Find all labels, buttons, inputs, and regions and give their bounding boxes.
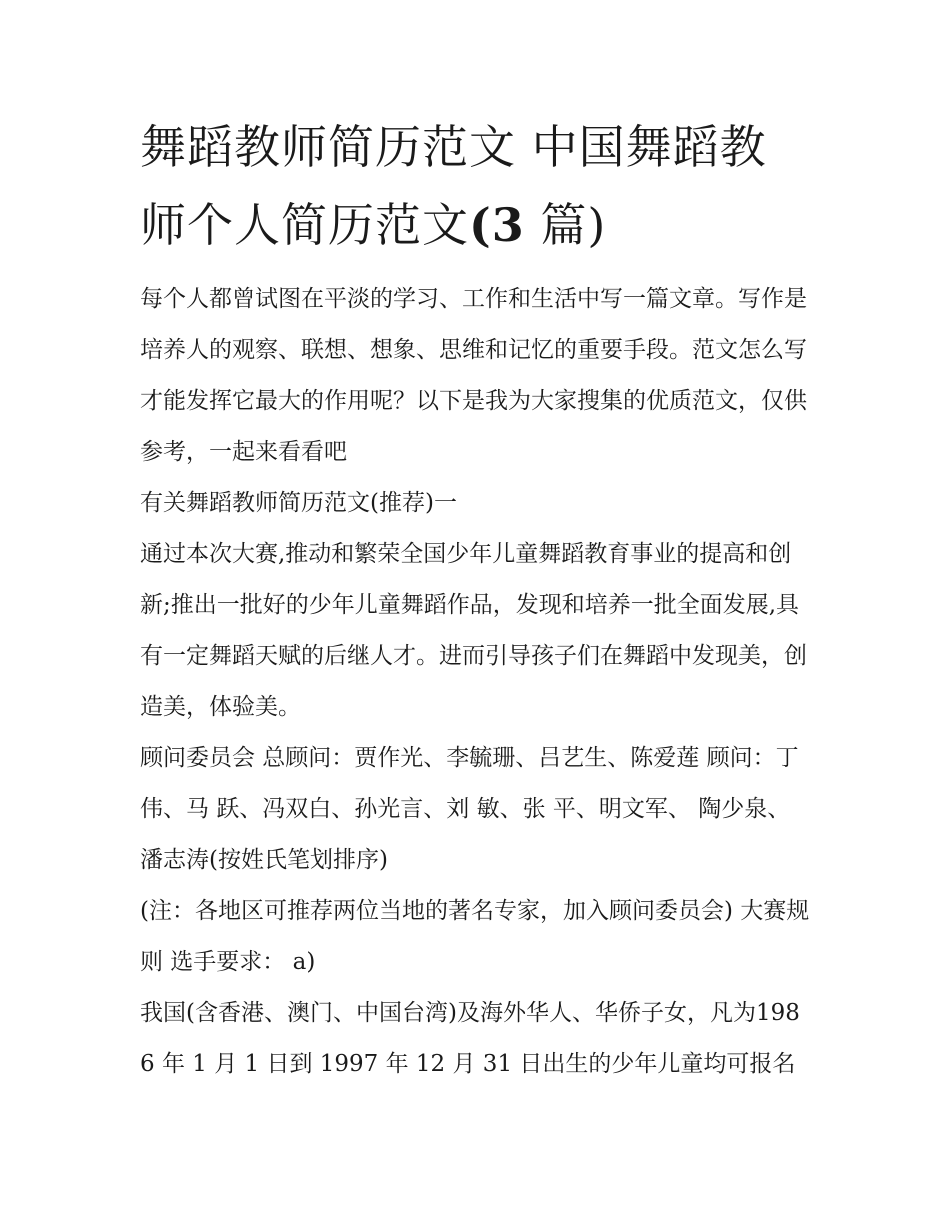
eligibility-paragraph: 我国(含香港、澳门、中国台湾)及海外华人、华侨子女，凡为1986 年 1 月 1 日到 1997 年 12 月 31 日出生的少年儿童均可报名 <box>140 1000 800 1077</box>
title-text: 舞蹈教师简历范文 中国舞蹈教师个人简历范文 <box>140 120 767 252</box>
title-count: (3 <box>469 198 525 252</box>
section-heading: 有关舞蹈教师简历范文(推荐)一 <box>140 490 457 516</box>
document-title <box>140 108 812 264</box>
purpose-paragraph: 通过本次大赛,推动和繁荣全国少年儿童舞蹈教育事业的提高和创新;推出一批好的少年儿童舞蹈作品，发现和培养一批全面发展,具有一定舞蹈天赋的后继人才。进而引导孩子们在舞蹈中发现美，创造美，体验美。 <box>140 541 807 720</box>
note-rules-paragraph: (注：各地区可推荐两位当地的著名专家，加入顾问委员会) 大赛规则 选手要求： a) <box>140 898 810 975</box>
advisory-committee-paragraph: 顾问委员会 总顾问：贾作光、李毓珊、吕艺生、陈爱莲 顾问：丁 伟、马 跃、冯双白、孙光言、刘 敏、张 平、明文军、 陶少泉、潘志涛(按姓氏笔划排序) <box>140 745 799 873</box>
intro-paragraph: 每个人都曾试图在平淡的学习、工作和生活中写一篇文章。写作是培养人的观察、联想、想象、思维和记忆的重要手段。范文怎么写才能发挥它最大的作用呢？以下是我为大家搜集的优质范文，仅供参考，一起来看看吧 <box>140 286 807 465</box>
title-suffix: 篇) <box>524 198 607 252</box>
